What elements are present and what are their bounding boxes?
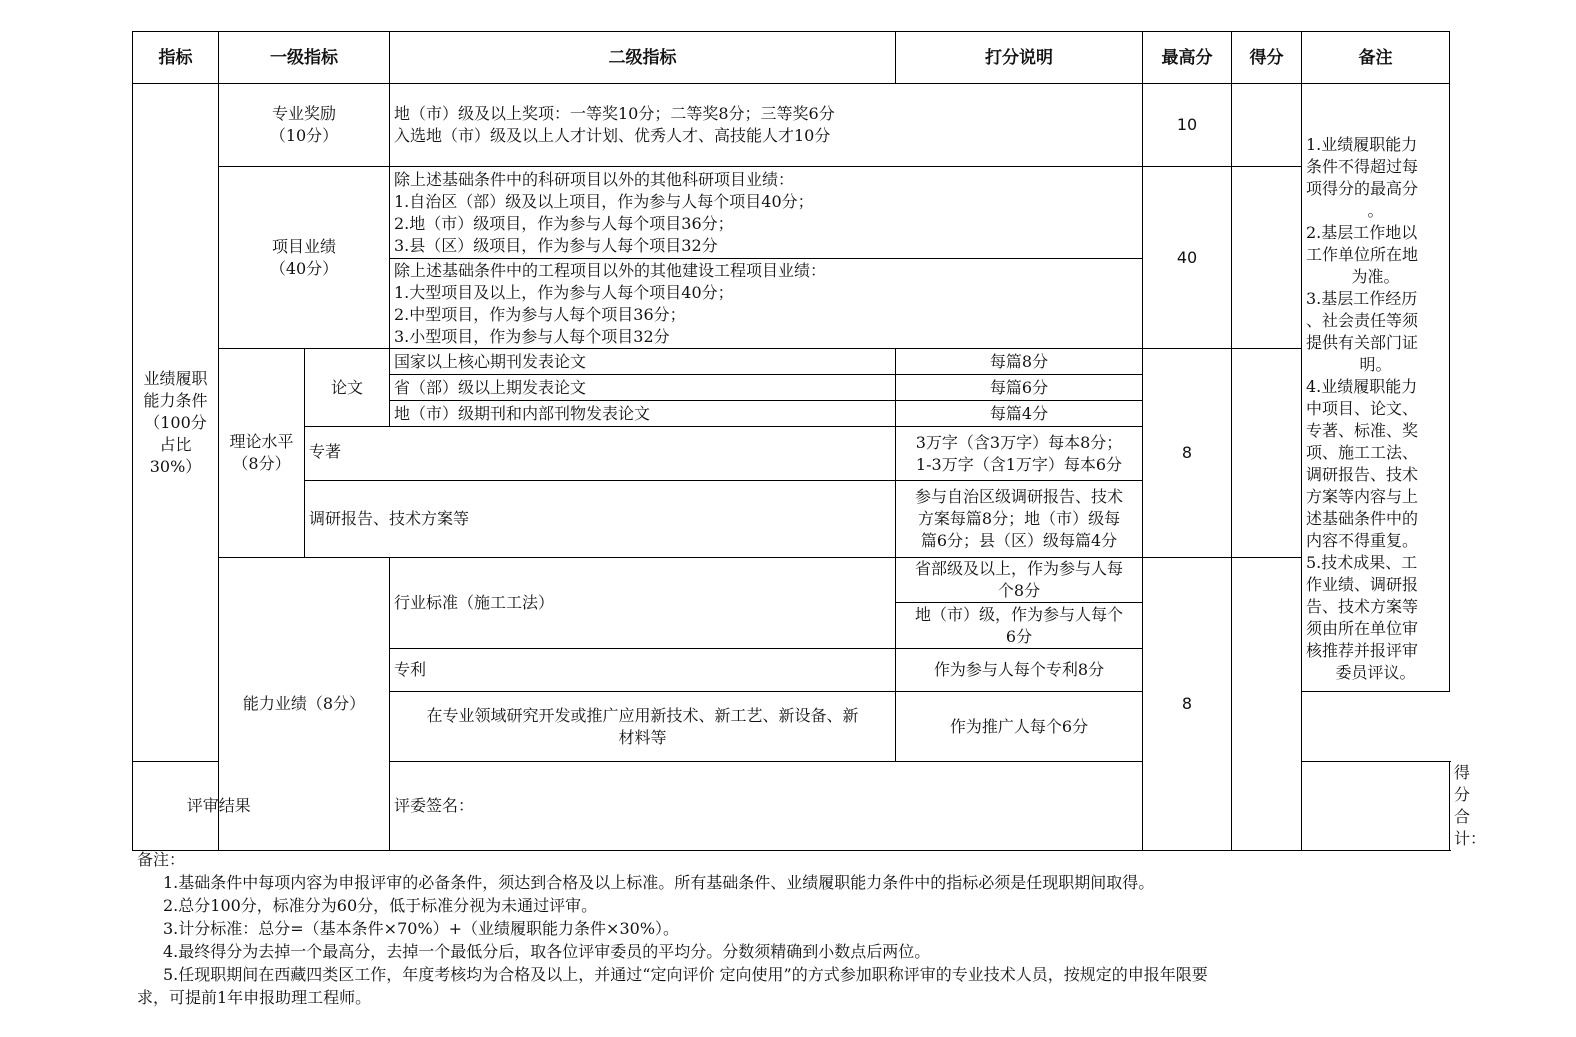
awards-description	[390, 84, 1143, 167]
total-label: 得分合计：	[1454, 763, 1487, 848]
note-item: 2.总分100分，标准分为60分，低于标准分视为未通过评审。	[163, 896, 598, 915]
paper-score-rule: 每篇6分	[896, 375, 1143, 401]
category-line: 能力条件	[143, 390, 208, 410]
papers-label: 论文	[305, 349, 390, 427]
remark-line: 作业绩、调研报	[1306, 575, 1419, 594]
awards-line: 入选地（市）级及以上人才计划、优秀人才、高技能人才10分	[394, 126, 831, 145]
header-index: 指标	[133, 32, 219, 84]
remark-line: 工作单位所在地	[1306, 245, 1419, 264]
reports-score-line: 方案每篇8分；地（市）级每	[917, 509, 1121, 528]
paper-name: 地（市）级期刊和内部刊物发表论文	[390, 401, 896, 427]
standard-score-line: 个8分	[997, 581, 1041, 600]
note-item: 4.最终得分为去掉一个最高分，去掉一个最低分后，取各位评审委员的平均分。分数须精确到小数点后两位。	[163, 942, 931, 961]
signature-space[interactable]	[1302, 762, 1450, 851]
standard-score-line: 6分	[1005, 626, 1033, 646]
paper-score-rule: 每篇4分	[896, 401, 1143, 427]
evaluation-table	[132, 31, 1487, 851]
remark-line: 、社会责任等须	[1306, 311, 1419, 330]
projects-label-line: （40分）	[269, 258, 339, 278]
remark-line: 述基础条件中的	[1306, 509, 1419, 528]
reports-score-rule	[896, 481, 1143, 558]
patent-label: 专利	[390, 649, 896, 692]
ability-score-input[interactable]	[1232, 558, 1302, 851]
note-item: 3.计分标准：总分=（基本条件×70%）+（业绩履职能力条件×30%）。	[163, 919, 680, 938]
remark-line: 须由所在单位审	[1306, 619, 1419, 638]
newtech-line: 材料等	[618, 727, 667, 747]
remark-line: 。	[1367, 201, 1384, 220]
reports-score-line: 篇6分；县（区）级每篇4分	[920, 531, 1118, 550]
awards-label-line: （10分）	[269, 126, 339, 145]
projects-line: 1.大型项目及以上，作为参与人每个项目40分；	[394, 282, 734, 302]
paper-name: 国家以上核心期刊发表论文	[390, 349, 896, 375]
awards-label-line: 专业奖励	[271, 104, 336, 123]
row-paper	[133, 349, 1450, 375]
remark-item	[1306, 552, 1445, 684]
theory-max: 8	[1143, 349, 1232, 558]
projects-line: 除上述基础条件中的工程项目以外的其他建设工程项目业绩：	[394, 260, 827, 280]
header-level2: 二级指标	[390, 32, 896, 84]
category-cell	[133, 84, 219, 762]
category-line: 占比	[159, 434, 192, 454]
remark-line: 提供有关部门证	[1306, 333, 1419, 352]
monograph-label: 专著	[305, 427, 896, 481]
signature-field[interactable]	[390, 762, 1143, 851]
remark-line: 核推荐并报评审	[1306, 641, 1419, 660]
newtech-label	[390, 692, 896, 762]
row-awards	[133, 84, 1450, 167]
patent-score-rule: 作为参与人每个专利8分	[896, 649, 1143, 692]
ability-max: 8	[1143, 558, 1232, 851]
category-line: 30%）	[149, 456, 202, 476]
projects-line: 3.小型项目，作为参与人每个项目32分	[394, 326, 670, 346]
review-result-label: 评审结果	[133, 762, 305, 851]
remark-line: 项得分的最高分	[1306, 179, 1419, 198]
standard-score-line: 省部级及以上，作为参与人每	[914, 559, 1123, 578]
remark-line: 委员评议。	[1335, 663, 1416, 682]
row-projects-research	[133, 167, 1450, 259]
row-standard	[133, 558, 1450, 603]
projects-score-input[interactable]	[1232, 167, 1302, 349]
evaluation-table-container	[132, 31, 1487, 851]
notes-title: 备注：	[137, 850, 186, 869]
remark-line: 1.业绩履职能力	[1306, 135, 1418, 154]
projects-line: 3.县（区）级项目，作为参与人每个项目32分	[394, 235, 718, 255]
monograph-score-line: 3万字（含3万字）每本8分；	[915, 432, 1123, 452]
remark-line: 4.业绩履职能力	[1306, 377, 1418, 396]
newtech-line: 在专业领域研究开发或推广应用新技术、新工艺、新设备、新	[426, 705, 859, 725]
standard-score-rule	[896, 558, 1143, 603]
header-row	[133, 32, 1450, 84]
header-score: 得分	[1232, 32, 1302, 84]
notes-section	[137, 848, 1437, 1009]
theory-label-line: （8分）	[232, 454, 291, 473]
reports-score-line: 参与自治区级调研报告、技术	[914, 487, 1123, 506]
remark-line: 3.基层工作经历	[1306, 289, 1418, 308]
remark-line: 2.基层工作地以	[1306, 223, 1418, 242]
projects-label	[219, 167, 390, 349]
reports-label: 调研报告、技术方案等	[305, 481, 896, 558]
newtech-score-rule: 作为推广人每个6分	[896, 692, 1143, 762]
remark-line: 方案等内容与上	[1306, 487, 1419, 506]
ability-label: 能力业绩（8分）	[219, 558, 390, 851]
note-item-wrap: 求，可提前1年申报助理工程师。	[137, 988, 372, 1007]
note-item: 5.任现职期间在西藏四类区工作，年度考核均为合格及以上，并通过“定向评价 定向使用”的方式参加职称评审的专业技术人员，按规定的申报年限要	[163, 965, 1208, 984]
note-item: 1.基础条件中每项内容为申报评审的必备条件，须达到合格及以上标准。所有基础条件、业绩履职能力条件中的指标必须是任现职期间取得。	[163, 873, 1155, 892]
header-max: 最高分	[1143, 32, 1232, 84]
remark-line: 专著、标准、奖	[1306, 421, 1419, 440]
paper-name: 省（部）级以上期发表论文	[390, 375, 896, 401]
theory-score-input[interactable]	[1232, 349, 1302, 558]
projects-max: 40	[1143, 167, 1232, 349]
projects-line: 2.地（市）级项目，作为参与人每个项目36分；	[394, 213, 734, 233]
remark-line: 项、施工工法、	[1306, 443, 1419, 462]
standard-label: 行业标准（施工工法）	[390, 558, 896, 649]
projects-research	[390, 167, 1143, 259]
remark-line: 明。	[1359, 355, 1392, 374]
header-level1: 一级指标	[219, 32, 390, 84]
theory-label	[219, 349, 305, 558]
monograph-score-rule	[896, 427, 1143, 481]
remark-item	[1306, 376, 1445, 552]
remark-line: 5.技术成果、工	[1306, 553, 1418, 572]
remark-line: 调研报告、技术	[1306, 465, 1419, 484]
theory-label-line: 理论水平	[229, 432, 294, 451]
awards-label	[219, 84, 390, 167]
awards-max: 10	[1143, 84, 1232, 167]
category-line: （100分	[144, 412, 207, 432]
remark-item	[1306, 134, 1445, 222]
remark-line: 条件不得超过每	[1306, 157, 1419, 176]
projects-engineering	[390, 259, 1143, 349]
paper-score-rule: 每篇8分	[896, 349, 1143, 375]
awards-score-input[interactable]	[1232, 84, 1302, 167]
standard-score-rule	[896, 603, 1143, 649]
remark-item	[1306, 222, 1445, 288]
remarks-cell	[1302, 84, 1450, 692]
remark-line: 为准。	[1351, 267, 1400, 286]
signature-label: 评委签名：	[394, 796, 475, 815]
projects-label-line: 项目业绩	[271, 236, 336, 256]
remark-item	[1306, 288, 1445, 376]
category-line: 业绩履职	[143, 368, 208, 388]
remark-line: 中项目、论文、	[1306, 399, 1419, 418]
header-scoring: 打分说明	[896, 32, 1143, 84]
projects-line: 1.自治区（部）级及以上项目，作为参与人每个项目40分；	[394, 191, 814, 211]
header-remarks: 备注	[1302, 32, 1450, 84]
standard-score-line: 地（市）级，作为参与人每个	[914, 604, 1123, 624]
remark-line: 告、技术方案等	[1306, 597, 1419, 616]
projects-line: 除上述基础条件中的科研项目以外的其他科研项目业绩：	[394, 169, 795, 189]
monograph-score-line: 1-3万字（含1万字）每本6分	[915, 454, 1123, 474]
remark-line: 内容不得重复。	[1306, 531, 1419, 550]
projects-line: 2.中型项目，作为参与人每个项目36分；	[394, 304, 686, 324]
awards-line: 地（市）级及以上奖项：一等奖10分；二等奖8分；三等奖6分	[394, 104, 835, 123]
